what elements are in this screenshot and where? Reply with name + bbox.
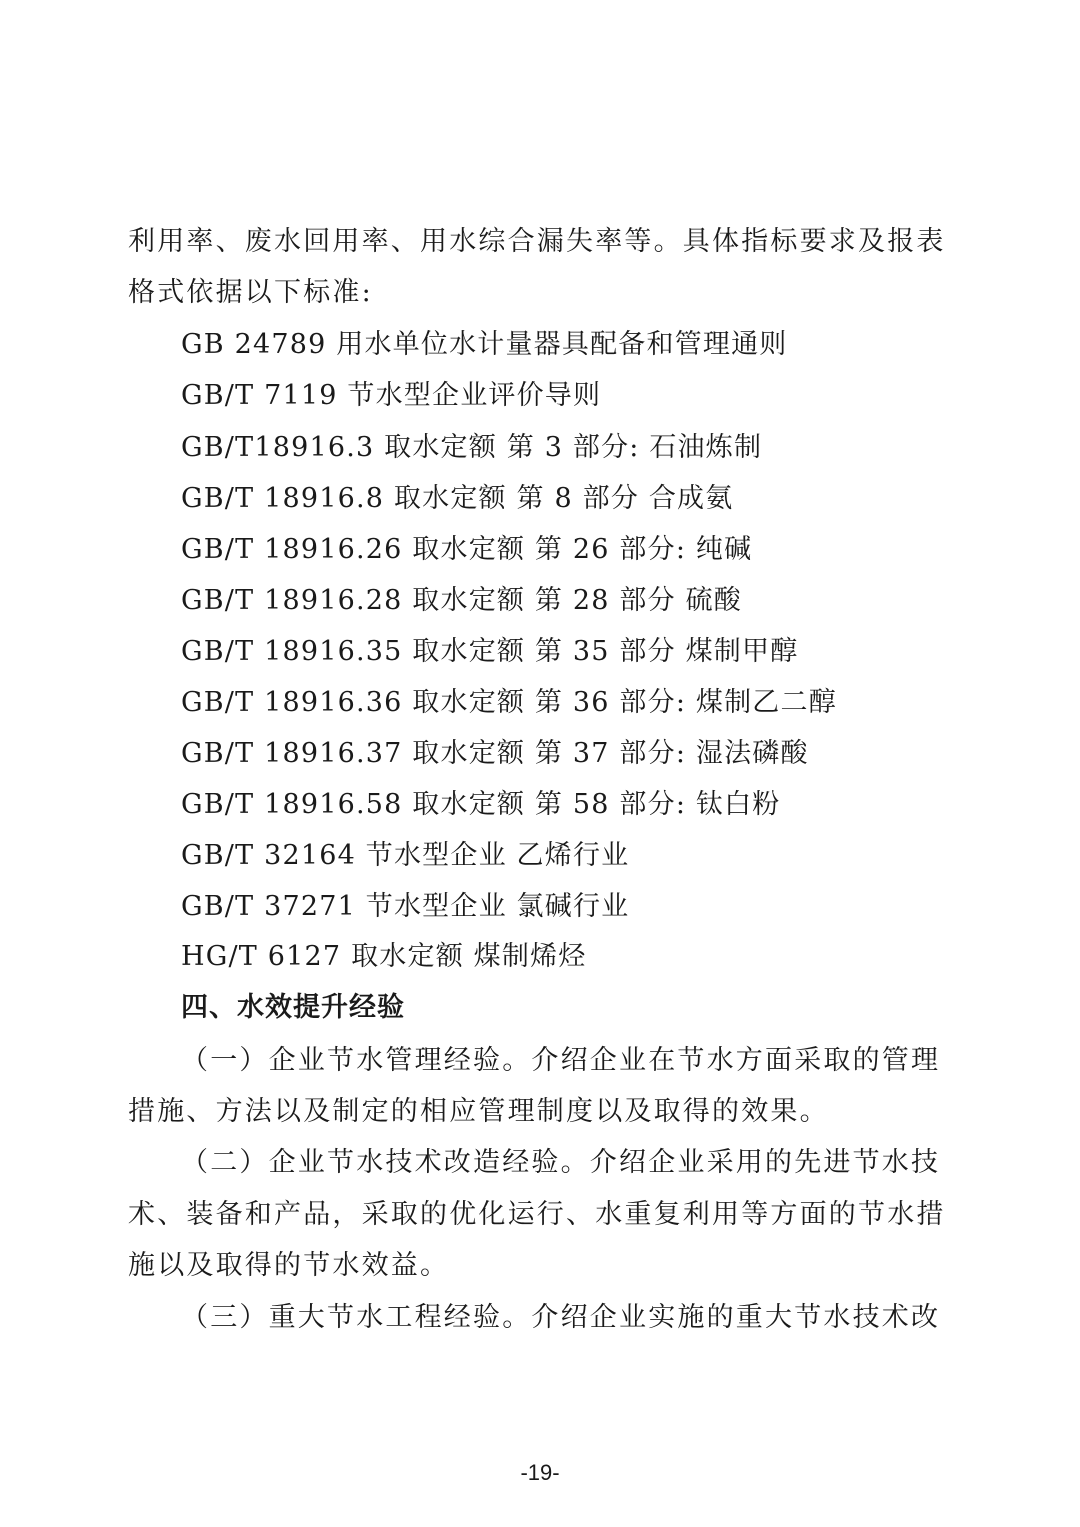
subsection-line: 施以及取得的节水效益。: [128, 1250, 450, 1281]
standard-item: GB/T 18916.37 取水定额 第 37 部分: 湿法磷酸: [181, 738, 809, 769]
subsection-line: （一）企业节水管理经验。介绍企业在节水方面采取的管理: [181, 1045, 941, 1076]
intro-paragraph-line-2: 格式依据以下标准:: [128, 277, 373, 308]
standard-item: GB/T 18916.36 取水定额 第 36 部分: 煤制乙二醇: [181, 687, 837, 718]
page-number: -19-: [520, 1460, 560, 1485]
standard-item: GB/T 18916.26 取水定额 第 26 部分: 纯碱: [181, 534, 753, 565]
intro-paragraph-line-1: 利用率、废水回用率、用水综合漏失率等。具体指标要求及报表: [128, 226, 946, 257]
standard-item: GB/T 18916.35 取水定额 第 35 部分 煤制甲醇: [181, 636, 799, 667]
standard-item: GB/T 7119 节水型企业评价导则: [181, 380, 602, 411]
subsection-line: （二）企业节水技术改造经验。介绍企业采用的先进节水技: [181, 1147, 941, 1178]
section-heading: 四、水效提升经验: [181, 992, 405, 1023]
standard-item: GB 24789 用水单位水计量器具配备和管理通则: [181, 329, 788, 360]
standard-item: GB/T 18916.58 取水定额 第 58 部分: 钛白粉: [181, 789, 781, 820]
subsection-line: 术、装备和产品，采取的优化运行、水重复利用等方面的节水措: [128, 1199, 946, 1230]
subsection-line: 措施、方法以及制定的相应管理制度以及取得的效果。: [128, 1096, 829, 1127]
standard-item: GB/T 37271 节水型企业 氯碱行业: [181, 891, 630, 922]
standard-item: GB/T18916.3 取水定额 第 3 部分: 石油炼制: [181, 432, 763, 463]
standard-item: GB/T 18916.8 取水定额 第 8 部分 合成氨: [181, 483, 734, 514]
standard-item: GB/T 18916.28 取水定额 第 28 部分 硫酸: [181, 585, 742, 616]
standard-item: GB/T 32164 节水型企业 乙烯行业: [181, 840, 630, 871]
subsection-line: （三）重大节水工程经验。介绍企业实施的重大节水技术改: [181, 1302, 941, 1333]
standard-item: HG/T 6127 取水定额 煤制烯烃: [181, 941, 587, 972]
